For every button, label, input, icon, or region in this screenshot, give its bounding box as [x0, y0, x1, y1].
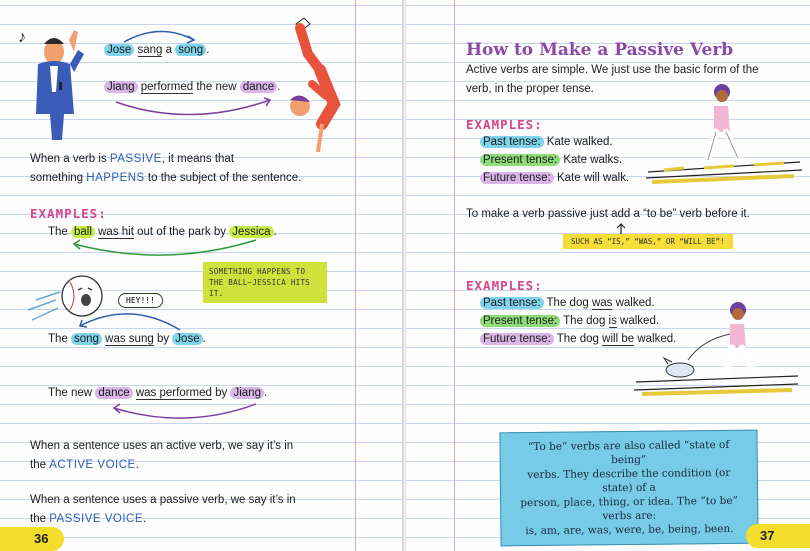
verb-will-be: will be: [602, 333, 635, 345]
arrow-jessica-ball: [66, 236, 266, 262]
note-something-happens: SOMETHING HAPPENS TO THE BALL—JESSICA HITS IT.: [203, 262, 327, 303]
def-text: When a verb is: [30, 153, 110, 165]
object-dance: dance: [240, 81, 277, 93]
example-song: [48, 333, 206, 345]
period: .: [206, 44, 210, 56]
info-line: “To be” verbs are also called “state of being”: [527, 438, 730, 467]
arrow-jose-song: [120, 26, 200, 46]
svg-text:♪: ♪: [18, 29, 26, 46]
example-text: Kate will walk.: [553, 172, 630, 184]
voice-text: the: [30, 459, 50, 471]
note-such-as: SUCH AS “IS,” “WAS,” OR “WILL BE”!: [563, 234, 733, 249]
active-future: [480, 172, 629, 184]
label-future-tense: Future tense:: [480, 333, 554, 345]
example-text: The dog: [553, 333, 603, 345]
period: .: [135, 459, 139, 471]
period: .: [263, 387, 268, 399]
word-a: a: [165, 44, 173, 56]
example-text: The dog: [560, 315, 609, 327]
active-past: [480, 136, 613, 148]
def-text: , it means that: [161, 153, 235, 165]
period: .: [273, 226, 277, 238]
margin-line: [355, 0, 356, 551]
arrow-jiang-dance: [110, 94, 280, 122]
example-text: walked.: [634, 333, 677, 345]
term-active-voice: ACTIVE VOICE: [49, 459, 136, 471]
ex-text: The: [48, 333, 72, 345]
ex-text: The: [48, 226, 72, 238]
verb-was: was: [591, 297, 613, 309]
to-be-verbs-info-box: [499, 430, 758, 547]
examples-heading: EXAMPLES:: [30, 206, 107, 221]
girl-walking-illustration: [644, 82, 804, 188]
page-title: How to Make a Passive Verb: [466, 40, 734, 60]
ex-text: The new: [48, 387, 96, 399]
passive-voice-line1: When a sentence uses a passive verb, we say it’s in: [30, 494, 296, 506]
word-the-new: the new: [196, 81, 237, 93]
passive-definition-line2: [30, 172, 301, 184]
ex-text: out of the park by: [133, 226, 230, 238]
agent-jiang: Jiang: [230, 387, 264, 399]
verb-sang: sang: [137, 44, 163, 56]
left-page: [0, 0, 404, 551]
page-number: 36: [0, 527, 64, 551]
subject-jose: Jose: [104, 44, 134, 56]
verb-is: is: [608, 315, 617, 327]
label-past-tense: Past tense:: [480, 297, 544, 309]
term-passive-voice: PASSIVE VOICE: [49, 513, 144, 525]
agent-jessica: Jessica: [229, 226, 273, 238]
examples-heading: EXAMPLES:: [466, 117, 543, 132]
dancer-illustration: [278, 14, 342, 156]
info-line: person, place, thing, or idea. The “to be” verbs are:: [520, 494, 738, 523]
agent-jose: Jose: [172, 333, 202, 345]
passive-definition-line1: [30, 153, 234, 165]
object-song: song: [175, 44, 206, 56]
label-past-tense: Past tense:: [480, 136, 544, 148]
verb-was-sung: was sung: [105, 333, 154, 345]
subject-song: song: [71, 333, 102, 345]
margin-line: [454, 0, 455, 551]
page-number: 37: [746, 524, 810, 548]
passive-past: [480, 297, 655, 309]
word-happens: HAPPENS: [86, 172, 145, 184]
voice-text: the: [30, 513, 50, 525]
verb-was-hit: was hit: [98, 226, 134, 238]
singer-illustration: [14, 22, 94, 140]
example-text: The dog: [543, 297, 592, 309]
speech-bubble: HEY!!!: [118, 293, 163, 308]
word-passive: PASSIVE: [109, 153, 162, 165]
def-text: to the subject of the sentence.: [144, 172, 302, 184]
intro-line2: verb, in the proper tense.: [466, 83, 594, 95]
dog-walking-illustration: [632, 300, 802, 400]
active-present: [480, 154, 622, 166]
subject-jiang: Jiang: [104, 81, 138, 93]
label-present-tense: Present tense:: [480, 315, 560, 327]
period: .: [143, 513, 147, 525]
ex-text: by: [211, 387, 231, 399]
period: .: [277, 81, 281, 93]
subject-dance: dance: [95, 387, 132, 399]
label-present-tense: Present tense:: [480, 154, 560, 166]
def-text: something: [30, 172, 87, 184]
passive-voice-line2: [30, 513, 146, 525]
example-text: Kate walks.: [560, 154, 623, 166]
verb-performed: performed: [140, 81, 194, 93]
info-line: verbs. They describe the condition (or state) of a: [527, 466, 731, 495]
example-text: Kate walked.: [543, 136, 613, 148]
active-voice-line1: When a sentence uses an active verb, we say it’s in: [30, 440, 294, 452]
label-future-tense: Future tense:: [480, 172, 554, 184]
example-text: walked.: [616, 315, 660, 327]
right-page: [406, 0, 810, 551]
active-voice-line2: [30, 459, 139, 471]
info-line: is, am, are, was, were, be, being, been.: [525, 522, 734, 538]
subject-ball: ball: [71, 226, 95, 238]
arrow-jiang-dance-passive: [106, 398, 266, 426]
verb-was-performed: was performed: [135, 387, 212, 399]
example-text: walked.: [612, 297, 655, 309]
examples-heading-2: EXAMPLES:: [466, 278, 543, 293]
intro-line1: Active verbs are simple. We just use the basic form of the: [466, 64, 759, 76]
ex-text: by: [153, 333, 173, 345]
sentence-jiang: [104, 81, 280, 93]
passive-rule: To make a verb passive just add a “to be” verb before it.: [466, 208, 750, 220]
arrow-jose-song-passive: [70, 306, 190, 334]
period: .: [202, 333, 206, 345]
